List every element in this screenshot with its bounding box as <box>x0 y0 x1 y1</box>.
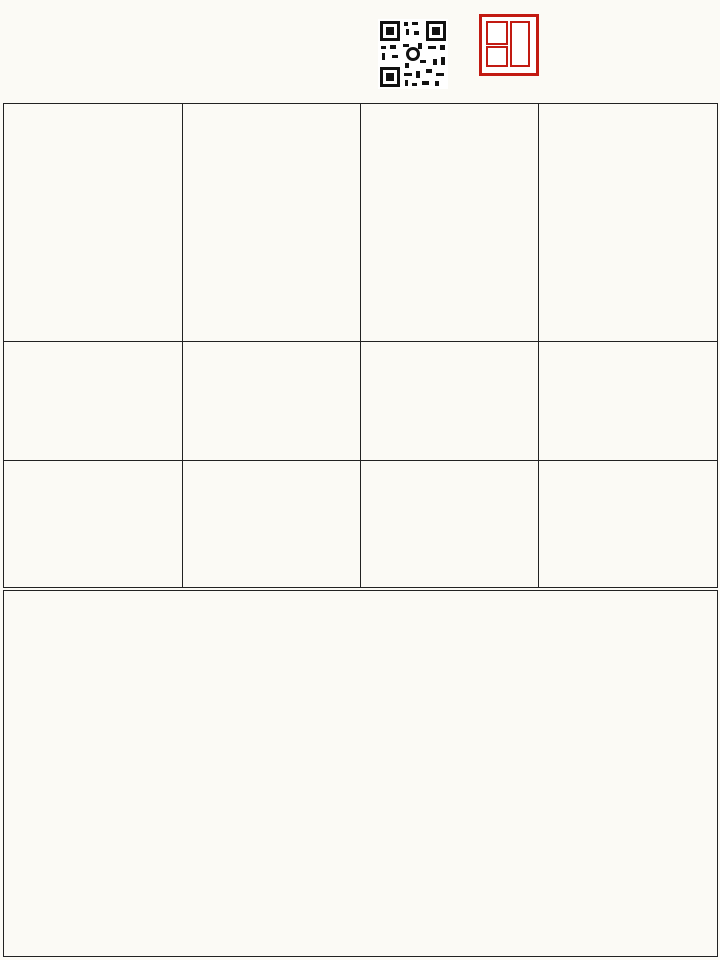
qr-code-icon[interactable] <box>378 19 448 89</box>
chart-panel <box>3 103 718 588</box>
header-info <box>8 6 368 21</box>
red-seal-logo <box>479 14 539 76</box>
yearly-grid <box>3 590 718 957</box>
gender-line <box>8 6 368 21</box>
